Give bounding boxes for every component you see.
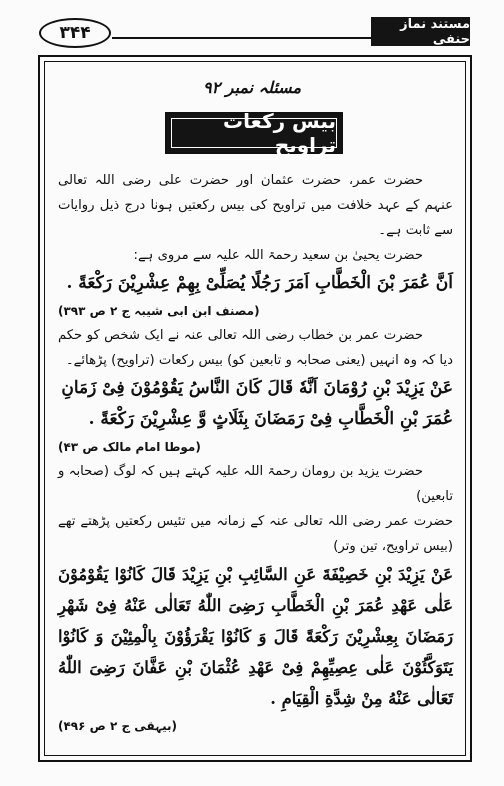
section-title: بیس رکعات تراویح: [171, 118, 337, 148]
arabic-hadith-2-line-1: عَنْ یَزِیْدَ بْنِ رُوْمَانَ اَنَّهٗ قَالَ کَانَ النَّاسُ یَقُوْمُوْنَ فِیْ زَمَانِ: [61, 378, 453, 398]
book-title: مستند نماز حنفی: [371, 17, 470, 46]
page-header: [0, 0, 504, 48]
urdu-translation-1: حضرت عمر بن خطاب رضی اللہ تعالی عنہ نے ایک شخص کو حکم دیا کہ وہ انہیں (یعنی صحابہ و تابعین کو) بیس رکعات (تراویح) پڑھائے۔: [58, 328, 453, 368]
arabic-hadith-3: عَنْ یَزِیْدَ بْنِ خَصِیْفَةَ عَنِ السَّائِبِ بْنِ یَزِیْدَ قَالَ کَانُوْا یَقُوْمُوْنَ عَلٰی عَهْدِ عُمَرَ بْنِ الْخَطَّابِ رَضِیَ اللّٰهُ تَعَالٰی عَنْهُ فِیْ شَهْرِ رَمَضَانَ بِعِشْرِیْنَ رَکْعَةً قَالَ وَ کَانُوْا یَقْرَؤُوْنَ بِالْمِئِیْنَ وَ کَانُوْا یَتَوَکَّئُوْنَ عَلٰی عِصِیِّهِمْ فِیْ عَهْدِ عُثْمَانَ بْنِ عَفَّانَ رَضِیَ اللّٰهُ تَعَالٰی عَنْهُ مِنْ شِدَّةِ الْقِیَامِ .: [58, 565, 453, 708]
content-body: [58, 168, 453, 738]
section-title-box: [165, 109, 343, 157]
urdu-translation-2: حضرت یزید بن رومان رحمۃ اللہ علیہ کہتے ہیں کہ لوگ (صحابہ و تابعین): [58, 464, 453, 504]
reference-2: (موطا امام مالک ص ۴۳): [58, 440, 201, 454]
header-rule: [112, 37, 371, 39]
intro-paragraph: حضرت عمر، حضرت عثمان اور حضرت علی رضی اللہ تعالی عنہم کے عہد خلافت میں تراویح کی بیس رکعتیں ہونا درج ذیل روایات سے ثابت ہے۔: [58, 173, 453, 238]
reference-3: (بیہقی ج ۲ ص ۴۹۶): [58, 719, 177, 733]
narration-intro-1: حضرت یحییٰ بن سعید رحمۃ اللہ علیہ سے مروی ہے:: [133, 248, 423, 263]
urdu-translation-3: حضرت عمر رضی اللہ تعالی عنہ کے زمانہ میں تئیس رکعتیں پڑھتے تھے (بیس تراویح، تین وتر): [58, 514, 453, 554]
arabic-hadith-2: [58, 373, 453, 435]
page-number: ۳۴۴: [39, 18, 111, 48]
reference-1: (مصنف ابن ابی شیبہ ج ۲ ص ۳۹۳): [58, 304, 260, 318]
masala-number: مسئلہ نمبر ۹۲: [202, 78, 302, 97]
arabic-hadith-2-line-2: عُمَرَ بْنِ الْخَطَّابِ فِیْ رَمَضَانَ بِثَلَاثٍ وَّ عِشْرِیْنَ رَکْعَةً .: [88, 409, 453, 429]
arabic-hadith-1: اَنَّ عُمَرَ بْنَ الْخَطَّابِ اَمَرَ رَجُلًا یُصَلِّیْ بِهِمْ عِشْرِیْنَ رَکْعَةً .: [66, 273, 453, 293]
